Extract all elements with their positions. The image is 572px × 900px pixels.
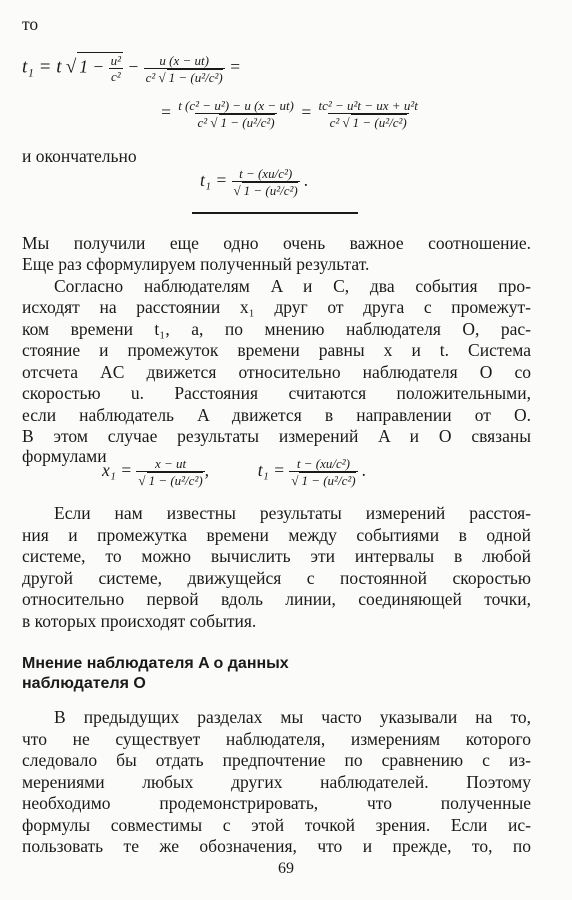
para4-line: что не существует наблюдателя, измерениям которого <box>22 729 531 749</box>
para2-line: если наблюдатель A движется в направлении от O. <box>22 405 531 425</box>
section-heading-line: наблюдателя O <box>22 675 146 692</box>
para2-line: Согласно наблюдателям A и C, два события про- <box>54 276 531 296</box>
eq4-t-num: t − (xu/c²) <box>296 456 350 471</box>
eq1-radical: √ <box>65 56 77 78</box>
para3-line: системе, то можно вычислить эти интервалы в любой <box>22 546 531 566</box>
para4-line: следовало бы отдать предпочтение по сравнению с из- <box>22 750 531 770</box>
eq1-root <box>77 52 123 84</box>
eq1-f1-den: c² <box>110 69 121 84</box>
eq2-f3-den-pre: c² <box>197 115 208 130</box>
eq3-num: t − (xu/c²) <box>239 166 293 181</box>
para2-line: стояние и промежуток времени равны x и t. Система <box>22 340 531 360</box>
para3-line: Если нам известны результаты измерений расстоя- <box>54 503 531 523</box>
eq3-dot: . <box>304 170 309 191</box>
eq3-den-root: 1 − (u²/c²) <box>243 183 298 198</box>
eq2-f4-num: tc² − u²t − ux + u²t <box>318 98 418 113</box>
eq4-x-den-root: 1 − (u²/c²) <box>148 473 203 488</box>
para2-line: исходят на расстоянии x₁ друг от друга с промежут- <box>22 297 531 317</box>
eq1-minus: − <box>127 56 140 77</box>
eq2-f4-den-pre: c² <box>329 115 340 130</box>
eq4-x-den: √ 1 − (u²/c²) <box>138 473 203 488</box>
eq3-lhs: t₁ = <box>200 170 228 191</box>
para4-line: пользовать те же обозначения, что и прежде, то, по <box>22 836 531 856</box>
eq1-fraction-2 <box>144 53 225 85</box>
eq2-fraction-1 <box>176 98 296 130</box>
eq4-t-den: √ 1 − (u²/c²) <box>291 473 356 488</box>
equation-4 <box>102 456 366 488</box>
eq2-fraction-2 <box>316 98 419 130</box>
para2-line: формулами <box>22 446 107 466</box>
eq2-eq-b: = <box>300 102 313 123</box>
eq1-fraction-1 <box>109 53 123 84</box>
para3-line: в которых происходят события. <box>22 611 257 631</box>
para2-line: отсчета AC движется относительно наблюдателя O со <box>22 362 531 382</box>
para4-line: мерениями любых других наблюдателей. Поэтому <box>22 772 531 792</box>
equation-2 <box>160 98 420 130</box>
para2-line: В этом случае результаты измерений A и O связаны <box>22 426 531 446</box>
para4-line: необходимо продемонстрировать, что полученные <box>22 793 531 813</box>
eq1-f2-den: c² √ 1 − (u²/c²) <box>145 69 223 85</box>
equation-3 <box>200 166 309 198</box>
section-heading-line: Мнение наблюдателя A о данных <box>22 655 289 672</box>
para3-line: относительно первой вдоль линии, соединяющей точки, <box>22 589 531 609</box>
eq1-lhs: t₁ = t <box>22 56 62 78</box>
para2-line: скоростью u. Расстояния считаются положительными, <box>22 383 531 403</box>
para4-line: В предыдущих разделах мы часто указывали на то, <box>54 707 531 727</box>
para4-line: формулы совместимы с этой точкой зрения. Если ис- <box>22 815 531 835</box>
eq1-f2-num: u (x − ut) <box>159 52 209 68</box>
eq4-dot: . <box>361 460 367 481</box>
eq1-f2-den-root: 1 − (u²/c²) <box>168 69 223 85</box>
eq4-x-fraction <box>136 456 204 488</box>
para1-line: Еще раз сформулируем полученный результат. <box>22 254 370 274</box>
eq4-comma: , <box>204 460 210 481</box>
eq2-eq: = <box>160 102 172 123</box>
eq2-f3-den-root: 1 − (u²/c²) <box>220 115 275 130</box>
eq4-t-den-root: 1 − (u²/c²) <box>301 473 356 488</box>
eq2-f3-num: t (c² − u²) − u (x − ut) <box>178 98 294 113</box>
eq4-t-fraction <box>289 456 357 488</box>
eq1-sqrt-lead: 1 − <box>79 56 105 77</box>
para1-line: Мы получили еще одно очень важное соотношение. <box>22 233 531 253</box>
eq1-f1-num: u² <box>110 53 122 68</box>
eq1-f2-den-pre: c² <box>145 69 156 85</box>
eq2-f4-den: c² √ 1 − (u²/c²) <box>329 115 407 130</box>
eq2-f3-den: c² √ 1 − (u²/c²) <box>197 115 275 130</box>
equation-1 <box>22 52 241 85</box>
eq2-f4-den-root: 1 − (u²/c²) <box>352 115 407 130</box>
eq4-x-lhs: x₁ = <box>102 460 133 481</box>
finally-text: и окончательно <box>22 146 137 166</box>
para3-line: другой системе, движущейся с постоянной скоростью <box>22 568 531 588</box>
intro-word: то <box>22 14 39 34</box>
eq3-fraction <box>232 166 300 198</box>
eq4-t-lhs: t₁ = <box>257 460 285 481</box>
eq1-tail: = <box>229 56 241 77</box>
eq4-x-num: x − ut <box>154 456 187 471</box>
para3-line: ния и промежутка времени между событиями в одной <box>22 525 531 545</box>
eq3-den: √ 1 − (u²/c²) <box>233 183 298 198</box>
page-number: 69 <box>278 860 294 877</box>
equation-underline <box>192 212 358 214</box>
para2-line: ком времени t₁, а, по мнению наблюдателя O, рас- <box>22 319 531 339</box>
